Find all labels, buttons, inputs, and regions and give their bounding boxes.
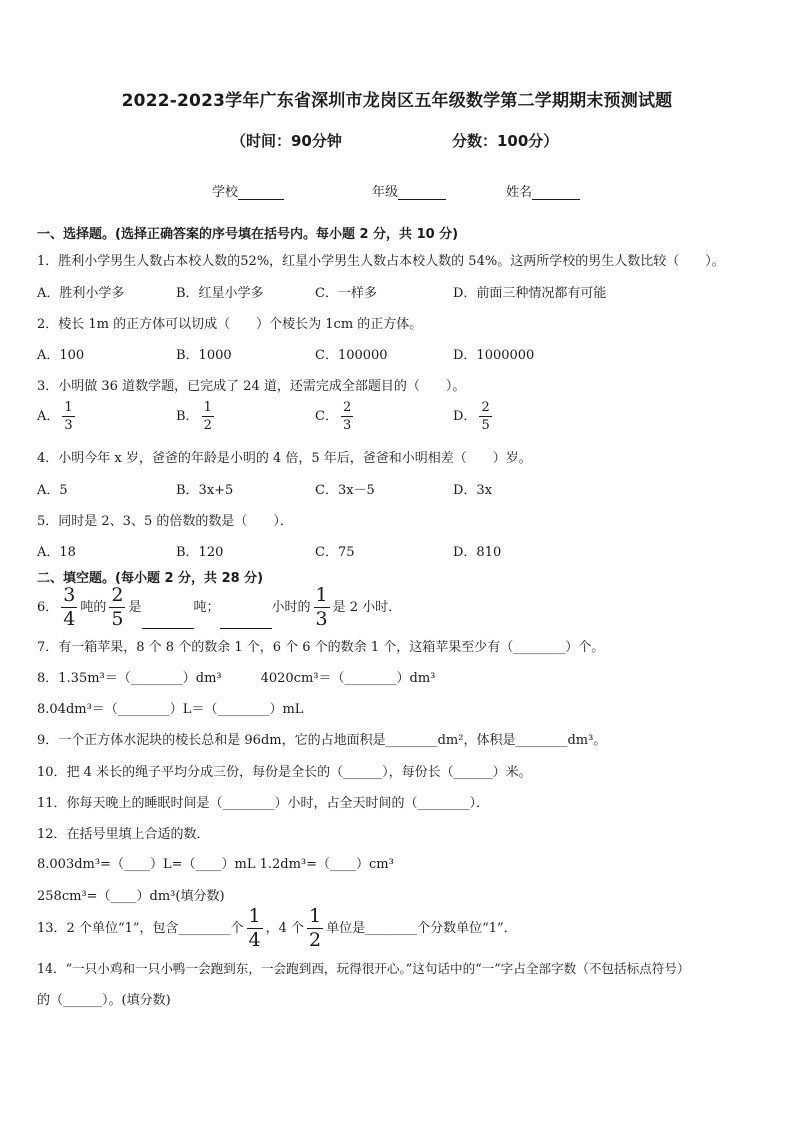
question-4: 4．小明今年 x 岁，爸爸的年龄是小明的 4 倍，5 年后，爸爸和小明相差（ ）岁。 bbox=[37, 451, 532, 466]
q1-option-a[interactable]: A．胜利小学多 bbox=[37, 286, 125, 301]
q1-option-b[interactable]: B．红星小学多 bbox=[176, 286, 264, 301]
numerator: 2 bbox=[481, 400, 490, 415]
q6-text: 小时的 bbox=[271, 600, 311, 615]
denominator: 5 bbox=[481, 418, 490, 433]
q3-option-c-label: C． bbox=[315, 409, 338, 424]
q5-option-c[interactable]: C．75 bbox=[315, 545, 355, 560]
section-choice-title: 一、选择题。(选择正确答案的序号填在括号内。每小题 2 分，共 10 分) bbox=[37, 227, 459, 242]
question-14b: 的（______）。(填分数) bbox=[37, 993, 171, 1008]
question-10: 10．把 4 米长的绳子平均分成三份，每份是全长的（______），每份长（______）米。 bbox=[37, 765, 532, 780]
question-1: 1．胜利小学男生人数占本校人数的52%，红星小学男生人数占本校人数的 54%。这两所学校的男生人数比较（ ）。 bbox=[37, 254, 725, 269]
q6-number: 6． bbox=[37, 600, 59, 615]
fraction bbox=[479, 401, 491, 432]
denominator: 4 bbox=[248, 929, 261, 951]
q13-text: 13．2 个单位“1”，包含________个 bbox=[37, 921, 244, 936]
school-field bbox=[212, 181, 284, 200]
q4-option-a[interactable]: A．5 bbox=[37, 483, 68, 498]
school-blank[interactable] bbox=[238, 185, 284, 200]
grade-blank[interactable] bbox=[398, 185, 446, 200]
fraction bbox=[314, 586, 330, 629]
question-12a: 8.003dm³=（____）L=（____）mL 1.2dm³=（____）cm³ bbox=[37, 857, 394, 872]
question-8a: 8．1.35m³＝（________）dm³ 4020cm³＝（________）dm³ bbox=[37, 671, 436, 686]
q3-option-c[interactable] bbox=[315, 401, 356, 432]
q3-option-a[interactable] bbox=[37, 401, 78, 432]
question-12b: 258cm³=（____）dm³(填分数) bbox=[37, 889, 225, 904]
q3-option-b[interactable] bbox=[176, 401, 217, 432]
q2-option-d[interactable]: D．1000000 bbox=[453, 348, 535, 363]
fraction bbox=[62, 401, 74, 432]
question-13 bbox=[37, 907, 517, 950]
fraction bbox=[202, 401, 214, 432]
q3-option-d[interactable] bbox=[453, 401, 495, 432]
question-6 bbox=[37, 586, 401, 629]
grade-label: 年级 bbox=[372, 185, 399, 200]
section-fill-title: 二、填空题。(每小题 2 分，共 28 分) bbox=[37, 571, 264, 586]
question-3: 3．小明做 36 道数学题，已完成了 24 道，还需完成全部题目的（ ）。 bbox=[37, 379, 466, 394]
fraction bbox=[247, 907, 263, 950]
q1-option-d[interactable]: D．前面三种情况都有可能 bbox=[453, 286, 607, 301]
numerator: 2 bbox=[342, 400, 352, 415]
q6-text: 吨； bbox=[193, 600, 220, 615]
q5-option-b[interactable]: B．120 bbox=[176, 545, 224, 560]
exam-time: （时间：90分钟 bbox=[231, 132, 342, 150]
q6-text: 是 2 小时． bbox=[332, 600, 402, 615]
fraction bbox=[109, 586, 125, 629]
numerator: 1 bbox=[309, 905, 322, 927]
denominator: 3 bbox=[315, 608, 328, 630]
q3-option-d-label: D． bbox=[453, 409, 477, 424]
q4-option-b[interactable]: B．3x+5 bbox=[176, 483, 234, 498]
answer-blank[interactable] bbox=[142, 614, 194, 629]
exam-title: 2022-2023学年广东省深圳市龙岗区五年级数学第二学期期末预测试题 bbox=[121, 91, 673, 111]
denominator: 4 bbox=[63, 608, 76, 630]
name-blank[interactable] bbox=[532, 185, 580, 200]
question-9: 9．一个正方体水泥块的棱长总和是 96dm，它的占地面积是________dm²，体积是________dm³。 bbox=[37, 733, 607, 748]
q2-option-a[interactable]: A．100 bbox=[37, 348, 85, 363]
fraction bbox=[61, 586, 77, 629]
q13-text: 单位是________个分数单位“1”． bbox=[326, 921, 517, 936]
q5-option-a[interactable]: A．18 bbox=[37, 545, 76, 560]
q6-text: 吨的 bbox=[80, 600, 107, 615]
question-11: 11．你每天晚上的睡眠时间是（________）小时，占全天时间的（________）． bbox=[37, 796, 490, 811]
fraction bbox=[341, 401, 353, 432]
numerator: 1 bbox=[315, 584, 328, 606]
denominator: 2 bbox=[203, 418, 212, 433]
school-label: 学校 bbox=[212, 185, 239, 200]
question-7: 7．有一箱苹果，8 个 8 个的数余 1 个，6 个 6 个的数余 1 个，这箱苹果至少有（________）个。 bbox=[37, 640, 605, 655]
grade-field bbox=[372, 181, 446, 200]
q6-text: 是 bbox=[128, 600, 142, 615]
q1-option-c[interactable]: C．一样多 bbox=[315, 286, 377, 301]
numerator: 3 bbox=[63, 584, 76, 606]
q3-option-b-label: B． bbox=[176, 409, 199, 424]
question-2: 2．棱长 1m 的正方体可以切成（ ）个棱长为 1cm 的正方体。 bbox=[37, 317, 423, 332]
denominator: 5 bbox=[111, 608, 124, 630]
question-14a: 14．“一只小鸡和一只小鸭一会跑到东，一会跑到西，玩得很开心。”这句话中的“一”字占全部字数（不包括标点符号） bbox=[37, 961, 690, 976]
question-12: 12．在括号里填上合适的数． bbox=[37, 827, 210, 842]
numerator: 2 bbox=[111, 584, 124, 606]
name-label: 姓名 bbox=[506, 185, 533, 200]
exam-score: 分数：100分） bbox=[452, 132, 559, 150]
q4-option-c[interactable]: C．3x－5 bbox=[315, 483, 375, 498]
denominator: 2 bbox=[309, 929, 322, 951]
q5-option-d[interactable]: D．810 bbox=[453, 545, 502, 560]
numerator: 1 bbox=[248, 905, 261, 927]
answer-blank[interactable] bbox=[220, 614, 272, 629]
q2-option-b[interactable]: B．1000 bbox=[176, 348, 232, 363]
question-8b: 8.04dm³＝（________）L＝（________）mL bbox=[37, 702, 304, 717]
numerator: 1 bbox=[64, 400, 73, 415]
name-field bbox=[506, 181, 580, 200]
denominator: 3 bbox=[342, 418, 352, 433]
question-5: 5．同时是 2、3、5 的倍数的数是（ ）． bbox=[37, 514, 293, 529]
fraction bbox=[307, 907, 323, 950]
q3-option-a-label: A． bbox=[37, 409, 60, 424]
q4-option-d[interactable]: D．3x bbox=[453, 483, 493, 498]
numerator: 1 bbox=[203, 400, 212, 415]
q2-option-c[interactable]: C．100000 bbox=[315, 348, 388, 363]
denominator: 3 bbox=[64, 418, 73, 433]
q13-text: ，4 个 bbox=[265, 921, 305, 936]
